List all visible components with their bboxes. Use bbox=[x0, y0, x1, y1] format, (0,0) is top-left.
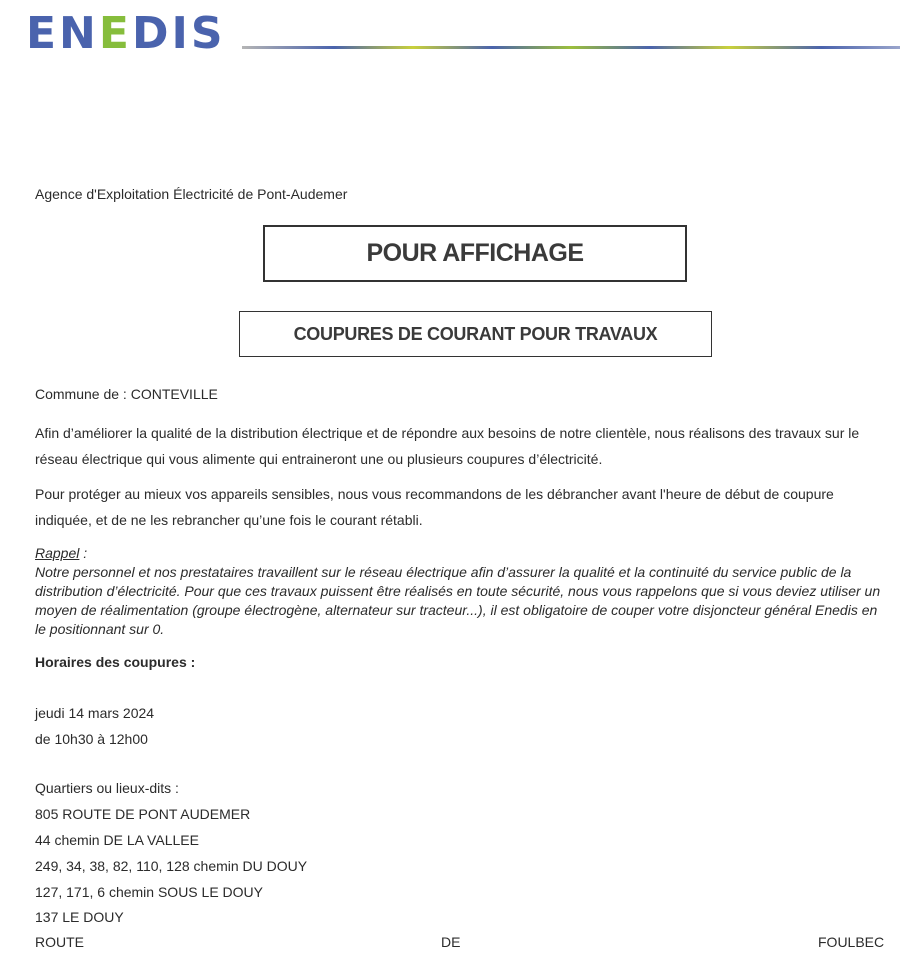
location-item: 249, 34, 38, 82, 110, 128 chemin DU DOUY bbox=[35, 858, 308, 874]
header-divider bbox=[242, 46, 900, 49]
schedule-heading: Horaires des coupures : bbox=[35, 654, 196, 670]
agency-name: Agence d'Exploitation Électricité de Pont-Audemer bbox=[35, 186, 348, 202]
locations-heading: Quartiers ou lieux-dits : bbox=[35, 780, 179, 796]
intro-paragraph: Afin d’améliorer la qualité de la distribution électrique et de répondre aux besoins de notre clientèle, nous réalisons des travaux sur le réseau électrique qui vous alimente qui entraineront une ou plusieurs coupures d’électricité. bbox=[35, 425, 860, 467]
location-item: 44 chemin DE LA VALLEE bbox=[35, 832, 199, 848]
enedis-logo: ENEDIS bbox=[26, 8, 226, 59]
location-last-word-2: DE bbox=[441, 934, 461, 950]
reminder-text: Notre personnel et nos prestataires travaillent sur le réseau électrique afin d’assurer la qualité et la continuité du service public de la distribution d’électricité. Pour que ces travaux puissent être réalisés en toute sécurité, nous vous rappelons que si vous deviez utiliser un moyen de réalimentation (groupe électrogène, alternateur sur tracteur...), il est obligatoire de couper votre disjoncteur général Enedis en le positionnant sur 0. bbox=[35, 564, 881, 637]
location-last-word-3: FOULBEC bbox=[818, 934, 885, 950]
reminder-block: Rappel : Notre personnel et nos prestataires travaillent sur le réseau électrique afin d’assurer la qualité et la continuité du service public de la distribution d’électricité. Pour que ces travaux puissent être réalisés en toute sécurité, nous vous rappelons que si vous deviez utiliser un moyen de réalimentation (groupe électrogène, alternateur sur tracteur...), il est obligatoire de couper votre disjoncteur général Enedis en le positionnant sur 0. bbox=[35, 544, 885, 639]
reminder-label: Rappel bbox=[35, 545, 80, 561]
posting-title-box: POUR AFFICHAGE bbox=[263, 225, 687, 282]
outage-date: jeudi 14 mars 2024 bbox=[35, 705, 155, 721]
location-item: 127, 171, 6 chemin SOUS LE DOUY bbox=[35, 884, 263, 900]
notice-subtitle-box: COUPURES DE COURANT POUR TRAVAUX bbox=[239, 311, 712, 357]
location-item: 805 ROUTE DE PONT AUDEMER bbox=[35, 806, 251, 822]
location-item: 137 LE DOUY bbox=[35, 909, 124, 925]
location-last-word-1: ROUTE bbox=[35, 934, 84, 950]
advice-paragraph: Pour protéger au mieux vos appareils sensibles, nous vous recommandons de les débrancher avant l'heure de début de coupure indiquée, et de ne les rebrancher qu’une fois le courant rétabli. bbox=[35, 486, 834, 528]
commune-line: Commune de : CONTEVILLE bbox=[35, 386, 218, 402]
outage-time: de 10h30 à 12h00 bbox=[35, 731, 148, 747]
